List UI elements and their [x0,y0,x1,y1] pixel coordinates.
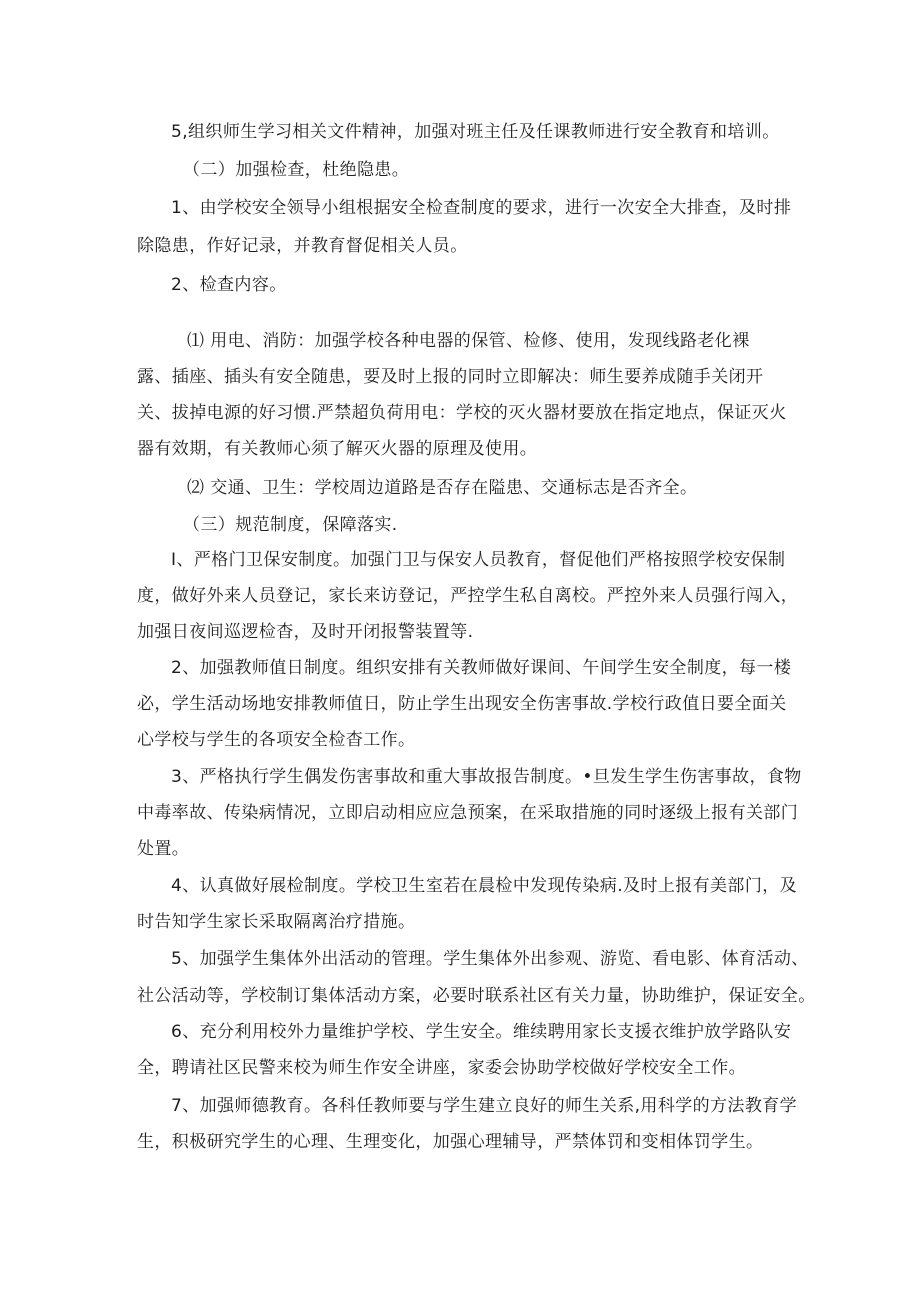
text-line: 2、加强教师值日制度。组织安排有关教师做好课间、午间学生安全制度，每一楼 [171,658,792,678]
text-line: 时告知学生家长采取隔离治疗措施。 [137,912,416,932]
text-line: 加强日夜间巡逻检杳，及时开闭报警装置等. [137,622,474,642]
text-line: 关、拔掉电源的好习惯.严禁超负荷用电：学校的灭火器材要放在指定地点，保证灭火 [137,403,787,423]
text-line: 3、严格执行学生偶发伤害事故和重大事故报告制度。•旦发生学生伤害事故，食物 [171,767,802,787]
text-line: 心学校与学生的各项安全检杳工作。 [137,730,416,750]
text-line: 6、充分利用校外力量维护学校、学生安全。维续聘用家长支援衣维护放学路队安 [171,1022,792,1042]
text-line: 7、加强师德教育。各科任教师要与学生建立良好的师生关系,用科学的方法教育学 [171,1096,798,1116]
text-line: 中毒率故、传染病情况，立即启动相应应急预案，在采取措施的同时逐级上报有关部门 [137,803,799,823]
text-line: 度，做好外来人员登记，家长来访登记，严控学生私自离校。严控外来人员强行闯入， [137,586,799,606]
text-line: 除隐患，作好记录，并教育督促相关人员。 [137,236,468,256]
text-line: ⑴ 用电、消防：加强学校各种电器的保管、检修、使用，发现线路老化裸 [187,331,750,351]
text-line: ⑵ 交通、卫生：学校周边道路是否存在隘患、交通标志是否齐全。 [187,478,698,498]
text-line: 器有效期，有关教师心须了解灭火器的原理及使用。 [137,439,538,459]
section-heading: （二）加强检查，杜绝隐患。 [183,160,410,180]
text-line: 露、插座、插头有安全随患，要及时上报的同时立即解决：师生要养成随手关闭开 [137,367,764,387]
text-line: 1、由学校安全领导小组根据安全检查制度的要求，进行一次安全大排查，及时排 [171,198,792,218]
text-line: 4、认真做好展检制度。学校卫生室若在晨检中发现传染病.及时上报有美部门，及 [171,876,798,896]
text-line: 必，学生活动场地安排教师值日，防止学生出现安全伤害事故.学校行政值日要全面关 [137,694,787,714]
text-line: 处置。 [137,839,190,859]
text-line: 5、加强学生集体外出活动的管理。学生集体外出参观、游览、看电影、体育活动、 [171,949,809,969]
text-line: I、严格门卫保安制度。加强门卫与保安人员教育，督促他们严格按照学校安保制 [171,550,786,570]
text-line: 2、检查内容。 [171,275,287,295]
text-line: 社公活动等，学校制订集体活动方案，必要时联系社区有关力量，协助维护，保证安全。 [137,986,816,1006]
section-heading: （三）规范制度，保障落实. [183,515,398,535]
text-line: 5,组织师生学习相关文件精神，加强对班主任及任课教师进行安全教育和培训。 [171,122,780,142]
text-line: 生，积极研究学生的心理、生理变化，加强心理辅导，严禁体罚和变相体罚学生。 [137,1132,764,1152]
text-line: 全，聘请社区民警来校为师生作安全讲座，家委会协助学校做好学校安全工作。 [137,1058,746,1078]
